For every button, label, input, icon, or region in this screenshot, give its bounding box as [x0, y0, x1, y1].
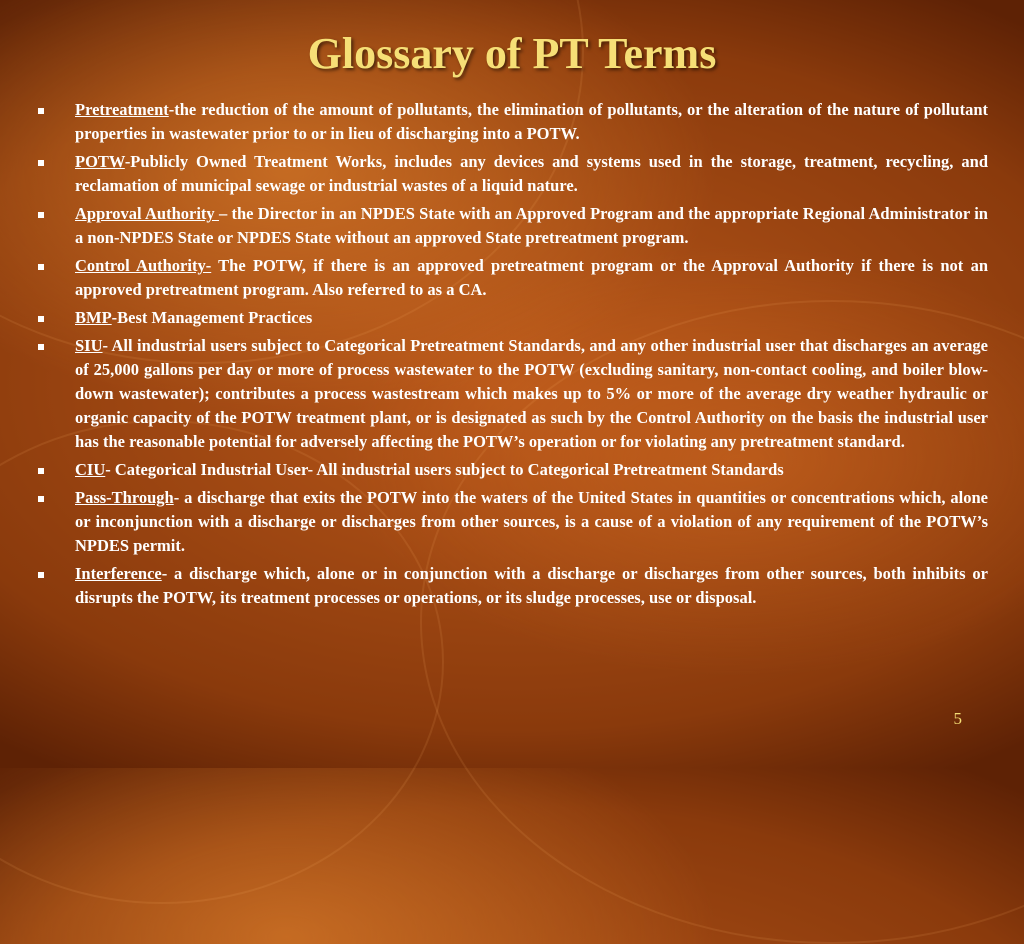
glossary-term[interactable]: Pass-Through [75, 488, 174, 507]
square-bullet-icon [38, 344, 44, 350]
glossary-definition: -the reduction of the amount of pollutants, the elimination of pollutants, or the alteration of the nature of pollutant properties in wastewater prior to or in lieu of discharging into a POTW. [75, 100, 988, 143]
glossary-definition: -Best Management Practices [111, 308, 313, 327]
glossary-item [36, 254, 988, 302]
glossary-item [36, 98, 988, 146]
glossary-item [36, 458, 988, 482]
square-bullet-icon [38, 212, 44, 218]
square-bullet-icon [38, 316, 44, 322]
glossary-term[interactable]: POTW [75, 152, 125, 171]
square-bullet-icon [38, 160, 44, 166]
glossary-definition: – the Director in an NPDES State with an Approved Program and the appropriate Regional Administrator in a non-NPDES State or NPDES State without an approved State pretreatment program. [75, 204, 988, 247]
square-bullet-icon [38, 108, 44, 114]
glossary-item [36, 202, 988, 250]
glossary-definition: - Categorical Industrial User- All industrial users subject to Categorical Pretreatment Standards [105, 460, 784, 479]
glossary-term[interactable]: SIU [75, 336, 103, 355]
glossary-list [36, 98, 988, 614]
square-bullet-icon [38, 468, 44, 474]
glossary-definition: - a discharge that exits the POTW into the waters of the United States in quantities or concentrations which, alone or inconjunction with a discharge or discharges from other sources, is a cause of a violation of any requirement of the POTW’s NPDES permit. [75, 488, 988, 555]
glossary-term[interactable]: BMP [75, 308, 112, 327]
glossary-term[interactable]: Approval Authority [75, 204, 219, 223]
glossary-item [36, 150, 988, 198]
square-bullet-icon [38, 264, 44, 270]
glossary-item [36, 334, 988, 454]
slide-number: 5 [953, 709, 962, 728]
square-bullet-icon [38, 496, 44, 502]
glossary-term[interactable]: Interference [75, 564, 162, 583]
glossary-definition: - a discharge which, alone or in conjunction with a discharge or discharges from other sources, both inhibits or disrupts the POTW, its treatment processes or operations, or its sludge processes, use or disposal. [75, 564, 988, 607]
square-bullet-icon [38, 572, 44, 578]
glossary-term[interactable]: Control Authority- [75, 256, 212, 275]
glossary-item [36, 306, 988, 330]
glossary-definition: -Publicly Owned Treatment Works, includes any devices and systems used in the storage, treatment, recycling, and reclamation of municipal sewage or industrial wastes of a liquid nature. [75, 152, 988, 195]
slide-title: Glossary of PT Terms [307, 29, 717, 78]
glossary-definition: - All industrial users subject to Categorical Pretreatment Standards, and any other industrial user that discharges an average of 25,000 gallons per day or more of process wastewater to the POTW (excluding sanitary, non-contact cooling, and boiler blow-down wastewater); contributes a process wastestream which makes up to 5% or more of the average dry weather hydraulic or organic capacity of the POTW treatment plant, or is designated as such by the Control Authority on the basis the industrial user has the reasonable potential for adversely affecting the POTW’s operation or for violating any pretreatment standard. [75, 336, 988, 451]
glossary-item [36, 486, 988, 558]
glossary-term[interactable]: Pretreatment [75, 100, 169, 119]
glossary-term[interactable]: CIU [75, 460, 106, 479]
glossary-item [36, 562, 988, 610]
glossary-definition: The POTW, if there is an approved pretreatment program or the Approval Authority if there is not an approved pretreatment program. Also referred to as a CA. [75, 256, 988, 299]
